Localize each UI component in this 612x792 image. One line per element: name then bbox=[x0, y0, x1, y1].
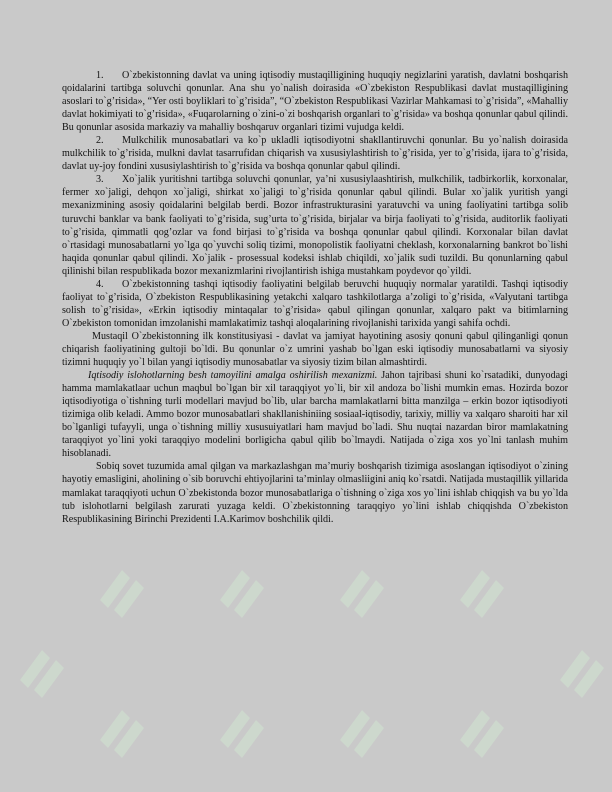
list-item-3 bbox=[62, 173, 568, 277]
list-item-text: Mulkchilik munosabatlari va ko`p ukladli iqtisodiyotni shakllantiruvchi qonunlar. Bu yo`nalish doirasida mulkchilik to`g’risida, mulkni davlat tasarrufidan chiqarish va xususiylashtirish to`g’risida, yer to`g’risida, ijara to`g’risida, davlat uy-joy fondini xususiylashtirish to`g’risida va boshqa qonunlar qabul qilindi. bbox=[62, 135, 568, 173]
list-number: 2. bbox=[96, 135, 104, 147]
leaf-logo-icon bbox=[20, 650, 64, 698]
leaf-logo-icon bbox=[100, 710, 144, 758]
paragraph-text: Jahon tajribasi shuni ko`rsatadiki, dunyodagi hamma mamlakatlaar uchun maqbul bo`lgan bir xil taraqqiyot yo`li, bir xil andoza bo`lishi mumkin emas. Hozirda bozor iqtisodiyotiga o`tishning turli modellari mavjud bo`lib, ular barcha mamlakatlarni bitta manzilga – erkin bozor iqtisodiyoti tizimiga olib keladi. Ammo bozor munosabatlari shakllanishiniing sosiaal-iqtisodiy, tarixiy, milliy va xalqaro sharoiti har xil bo`lganligi tufayyli, unga o`tishning milliy xususuiyatlari ham mavjud bo`ladi. Shu nuqtai nazardan biror mamlakatning taraqqiyot yo`lini yoki taraqqiyo modelini borligicha qabul qilib bo`lmaydi. Natijada o`ziga xos yo`lni tanlash muhim hisoblanadi. bbox=[62, 370, 568, 460]
leaf-logo-icon bbox=[340, 570, 384, 618]
leaf-logo-icon bbox=[560, 650, 604, 698]
document-body bbox=[62, 69, 568, 526]
leaf-logo-icon bbox=[220, 710, 264, 758]
list-number: 3. bbox=[96, 174, 104, 186]
paragraph-heading: Iqtisodiy islohotlarning besh tamoyilini amalga oshirilish mexanizmi. bbox=[88, 370, 378, 382]
list-number: 1. bbox=[96, 70, 104, 81]
leaf-logo-icon bbox=[340, 710, 384, 758]
list-item-text: Xo`jalik yuritishni tartibga soluvchi qonunlar, ya’ni xususiylaashtirish, mulkchilik, tadbirkorlik, korxonalar, fermer xo`jaligi, dehqon xo`jaligi, shirkat xo`jaligi to`g’risida qonunlar qabul qilindi. Bular xo`jalik yuritish yangi mexanizmining asosiy qoidalarini belgilab berdi. Bozor infrastrukturasini yaratuvchi va uning faoliyatini tartibga solib turuvchi banklar va bank faoliyati to`g’risida, sug’urta to`g’risida, birjalar va birja faoliyati to`g’risida, auditorlik faoliyati to`g’risida, qimmatli qog’ozlar va fond birjasi to`g’risida va boshqa qonunlar qabul qilindi. Korxonalar bilan davlat o`rtasidagi munosabatlarni yo`lga qo`yuvchi soliq tizimi, monopolistik faoliyatni cheklash, korxonalarning bankrot bo`lishi haqida qonunlar qabul qilindi. Xo`jalik - prosessual kodeksi ishlab chiqildi, xo`jalik sudi tuzildi. Bu qonunlarning qabul qilinishi bilan respublikada bozor mexanizmlarini rivojlantirish ishiga mustahkam poydevor qo`yildi. bbox=[62, 174, 568, 277]
leaf-logo-icon bbox=[220, 570, 264, 618]
paragraph-islohot bbox=[62, 369, 568, 460]
list-item-text: O`zbekistonning tashqi iqtisodiy faoliyatini belgilab beruvchi huquqiy normalar yaratildi. Tashqi iqtisodiy faoliyat to`g’risida, O`zbekiston Respublikasining yetakchi xalqaro tashkilotlarga a’zoligi to`g’risida, «Valyutani tartibga solish to`g’risida», «Erkin iqtisodiy mintaqalar to`g’risida» qabul qilingan qonunlar, xalqaro pakt va bitimlarning O`zbekiston tomonidan imzolanishi mamlakatimiz tashqi aloqalarining rivojlanishi tarixida yangi sahifa ochdi. bbox=[62, 278, 568, 329]
leaf-logo-icon bbox=[460, 570, 504, 618]
leaf-logo-icon bbox=[460, 710, 504, 758]
list-number: 4. bbox=[96, 278, 104, 290]
list-item-2 bbox=[62, 134, 568, 173]
list-item-4 bbox=[62, 278, 568, 330]
paragraph-mustaqil: Mustaqil O`zbekistonning ilk konstitusiyasi - davlat va jamiyat hayotining asosiy qonuni qabul qilinganligi qonun chiqarish faoliyatining gultoji bo`ldi. Bu qonunlar o`z umrini yashab bo`lgan eski iqtisodiy munosabatlarni va siyosiy tizimni huquqiy yo`l bilan yangi iqtisodiy munosabatlar va siyosiy tizim bilan almashtirdi. bbox=[62, 330, 568, 369]
list-item-text: O`zbekistonning davlat va uning iqtisodiy mustaqilligining huquqiy negizlarini yaratish, davlatni boshqarish qoidalarini tartibga soluvchi qonunlar. Ana shu yo`nalish doirasida «O`zbekiston Respublikasi davlat mustaqilligining asoslari to`g’risida», “Yer osti boyliklari to`g’risida”, “O`zbekiston Respublikasi Vazirlar Mahkamasi to`g’risida”, «Mahalliy davlat hokimiyati to`g’risida», «Fuqarolarning o`zini-o`zi boshqarish organlari to`g’risida» va boshqa qonunlar qabul qilindi. Bu qonunlar asosida markaziy va mahalliy boshqaruv organlari tizimi vujudga keldi. bbox=[62, 70, 568, 134]
paragraph-sobiq: Sobiq sovet tuzumida amal qilgan va markazlashgan ma’muriy boshqarish tizimiga asoslangan iqtisodiyot o`zining hayotiy emasligini, aholining o`sib boruvchi ehtiyojlarini ta’minlay olmasliigini aniq ko`rsatdi. Natijada mustaqillik yillarida mamlakat taraqqiyoti uchun O`zbekistonda bozor munosabatlariga o`tishning o`ziga xos yo`lini ishlab chiqqish va bu yo`lda tub islohotlarni belgilash zarurati yuzaga keldi. O`zbekistonning taraqqiyo yo`lini ishlab chiqqishda O`zbekiston Respublikasining Birinchi Prezidenti I.A.Karimov boshchilik qildi. bbox=[62, 461, 568, 525]
list-item-1 bbox=[62, 69, 568, 134]
leaf-logo-icon bbox=[100, 570, 144, 618]
